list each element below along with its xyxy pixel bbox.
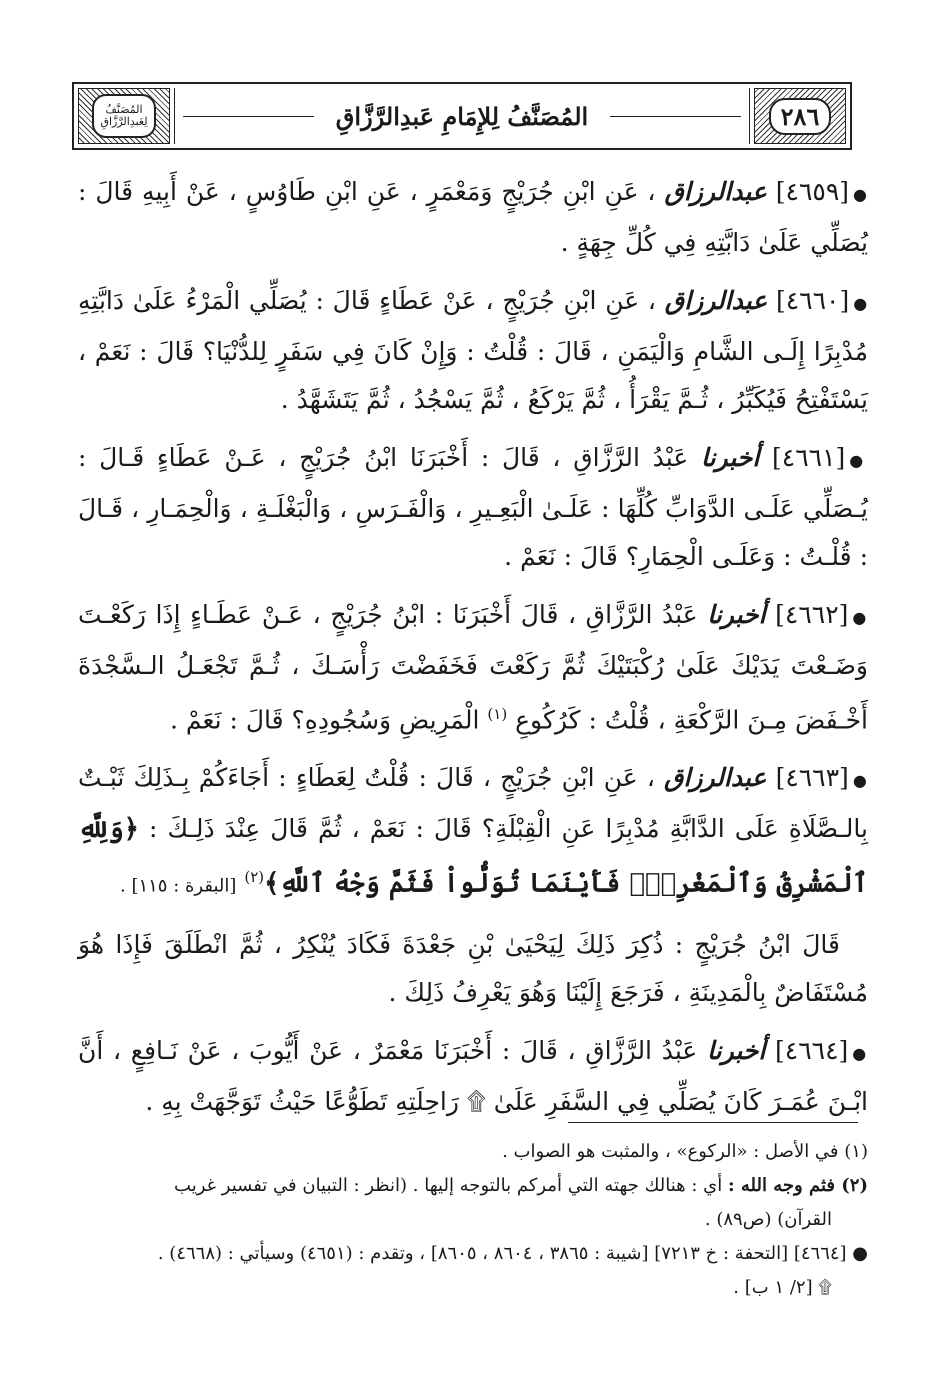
main-text <box>78 168 868 1136</box>
footnote-marker[interactable]: (٢) <box>244 868 265 887</box>
page-number: ٢٨٦ <box>769 98 832 135</box>
commentary-text: قَالَ ابْنُ جُرَيْجٍ : ذُكِرَ ذَلِكَ لِيَحْيَىٰ بْنِ جَعْدَةَ فَكَادَ يُنْكِرُ ، ثُمَّ انْطَلَقَ فَإِذَا هُوَ مُسْتَفَاضٌ بِالْمَدِينَةِ ، فَرَجَعَ إِلَيْنَا وَهُوَ يَعْرِفُ ذَلِكَ . <box>78 929 868 1007</box>
hadith-number: [٤٦٦٠] <box>775 286 850 315</box>
hadith-source: أخبرنا <box>707 600 766 629</box>
verse-reference: [البقرة : ١١٥] . <box>120 875 237 897</box>
footnote-2 <box>78 1169 868 1203</box>
hadith-number: [٤٦٦٣] <box>775 763 849 793</box>
bullet-icon: ● <box>852 1043 868 1063</box>
bullet-icon: ● <box>849 451 869 470</box>
badge-line-1: المُصَنَّفُ <box>105 103 143 116</box>
badge-line-2: لِعَبدِالرَّزَّاقِ <box>100 115 148 128</box>
hadith-source: أخبرنا <box>707 1035 766 1065</box>
book-title: المُصَنَّفُ لِلإِمَامِ عَبدِالرَّزَّاقِ <box>314 102 610 131</box>
footnote-term: (٢) فثم وجه الله : <box>727 1175 868 1196</box>
commentary-paragraph <box>78 921 868 1017</box>
hadith-text: ، عَنِ ابْنِ جُرَيْجٍ ، قَالَ : قُلْتُ لِعَطَاءٍ : أَجَاءَكُمْ بِـذَلِكَ ثَبْـتٌ بِالـصَّلَاةِ عَلَى الدَّابَّةِ مُدْبِرًا عَنِ الْقِبْلَةِ؟ قَالَ : نَعَمْ ، ثُمَّ قَالَ عِنْدَ ذَلِـكَ : <box>78 763 868 844</box>
manuscript-ref <box>78 1271 868 1305</box>
hadith-source: عبدالرزاق <box>664 177 767 206</box>
title-badge-ornament <box>78 88 170 144</box>
hadith-4659 <box>78 168 868 267</box>
hadith-4660 <box>78 277 868 424</box>
hadith-number: [٤٦٦١] <box>772 443 846 472</box>
manuscript-ref-text: ۩ [٢/ ١ ب] . <box>733 1277 832 1298</box>
footnote-separator <box>568 1122 858 1123</box>
hadith-source: أخبرنا <box>700 443 760 472</box>
title-badge <box>92 94 156 138</box>
bullet-icon: ● <box>852 771 868 791</box>
footnote-marker[interactable]: (١) <box>487 705 508 723</box>
hadith-source: عبدالرزاق <box>664 286 768 315</box>
hadith-4663 <box>78 754 868 910</box>
bullet-icon: ● <box>853 185 868 204</box>
hadith-text: عَبْدُ الرَّزَّاقِ ، قَالَ : أَخْبَرَنَا ابْنُ جُرَيْجٍ ، عَـنْ عَطَاءٍ قَـالَ : يُـصَلِّي عَلَـى الدَّوَابِّ كُلِّهَا : عَلَـىٰ الْبَعِـيرِ ، وَالْفَـرَسِ ، وَالْبَغْلَـةِ ، وَالْحِمَـارِ ، قَـالَ : قُلْـتُ : وَعَلَـى الْحِمَارِ؟ قَالَ : نَعَمْ . <box>78 443 868 571</box>
footnote-text: (١) في الأصل : «الركوع» ، والمثبت هو الصواب . <box>502 1141 868 1162</box>
hadith-text: ، عَنِ ابْنِ جُرَيْجٍ وَمَعْمَرٍ ، عَنِ ابْنِ طَاوُسٍ ، عَنْ أَبِيهِ قَالَ : يُصَلِّي عَلَىٰ دَابَّتِهِ فِي كُلِّ جِهَةٍ . <box>78 177 868 257</box>
hadith-text: ، عَنِ ابْنِ جُرَيْجٍ ، عَنْ عَطَاءٍ قَالَ : يُصَلِّي الْمَرْءُ عَلَىٰ دَابَّتِهِ مُدْبِرًا إِلَـى الشَّامِ وَالْيَمَنِ ، قَالَ : قُلْتُ : وَإِنْ كَانَ فِي سَفَرٍ لِلدُّنْيَا؟ قَالَ : نَعَمْ ، يَسْتَفْتِحُ فَيُكَبِّرُ ، ثُـمَّ يَقْرَأُ ، ثُمَّ يَرْكَعُ ، ثُمَّ يَسْجُدُ ، ثُمَّ يَتَشَهَّدُ . <box>78 286 868 414</box>
hadith-text: عَبْدُ الرَّزَّاقِ ، قَالَ : أَخْبَرَنَا مَعْمَرٌ ، عَنْ أَيُّوبَ ، عَنْ نَـافِعٍ ، أَنَّ ابْـنَ عُمَـرَ كَانَ يُصَلِّي فِي السَّفَرِ عَلَىٰ ۩ رَاحِلَتِهِ تَطَوُّعًا حَيْثُ تَوَجَّهَتْ بِهِ . <box>78 1035 868 1116</box>
page-header <box>72 82 852 150</box>
hadith-number: [٤٦٥٩] <box>775 177 850 206</box>
citation-4664 <box>78 1237 868 1271</box>
hadith-source: عبدالرزاق <box>664 763 767 793</box>
footnote-text: القرآن) (ص٨٩) . <box>704 1209 832 1230</box>
page-number-ornament <box>754 88 846 144</box>
footnote-text: أي : هنالك جهته التي أمركم بالتوجه إليها . (انظر : التبيان في تفسير غريب <box>174 1175 723 1196</box>
hadith-4662 <box>78 591 868 744</box>
header-title-area <box>174 88 750 144</box>
hadith-number: [٤٦٦٢] <box>775 600 849 629</box>
hadith-number: [٤٦٦٤] <box>775 1035 849 1065</box>
bullet-icon: ● <box>852 608 868 627</box>
citation-text: ● [٤٦٦٤] [التحفة : خ ٧٢١٣] [شيبة : ٣٨٦٥ ، ٨٦٠٤ ، ٨٦٠٥] ، وتقدم : (٤٦٥١) وسيأتي : (٤٦٦٨) . <box>157 1243 868 1264</box>
hadith-text-cont: الْمَرِيضِ وَسُجُودِهِ؟ قَالَ : نَعَمْ . <box>169 705 480 735</box>
quran-verse: ﴿وَلِلَّهِ ٱلْمَشْرِقُ وَٱلْمَغْرِبُۚ فَأَيْنَمَا تُوَلُّواْ فَثَمَّ وَجْهُ ٱللَّهِ﴾ <box>78 814 868 899</box>
hadith-4664 <box>78 1027 868 1126</box>
footnotes <box>78 1135 868 1305</box>
footnote-2-cont <box>78 1203 868 1237</box>
hadith-text: عَبْدُ الرَّزَّاقِ ، قَالَ أَخْبَرَنَا : ابْنُ جُرَيْجٍ ، عَـنْ عَطَـاءٍ إِذَا رَكَعْـتَ وَضَـعْتَ يَدَيْكَ عَلَىٰ رُكْبَتَيْكَ ثُمَّ رَكَعْتَ فَخَفَضْتَ رَأْسَـكَ ، ثُـمَّ تَجْعَـلُ الـسَّجْدَةَ أَخْـفَضَ مِـنَ الرَّكْعَةِ ، قُلْتُ : كَرُكُوعِ <box>78 600 868 735</box>
hadith-4661 <box>78 434 868 581</box>
footnote-1 <box>78 1135 868 1169</box>
bullet-icon: ● <box>853 294 869 313</box>
